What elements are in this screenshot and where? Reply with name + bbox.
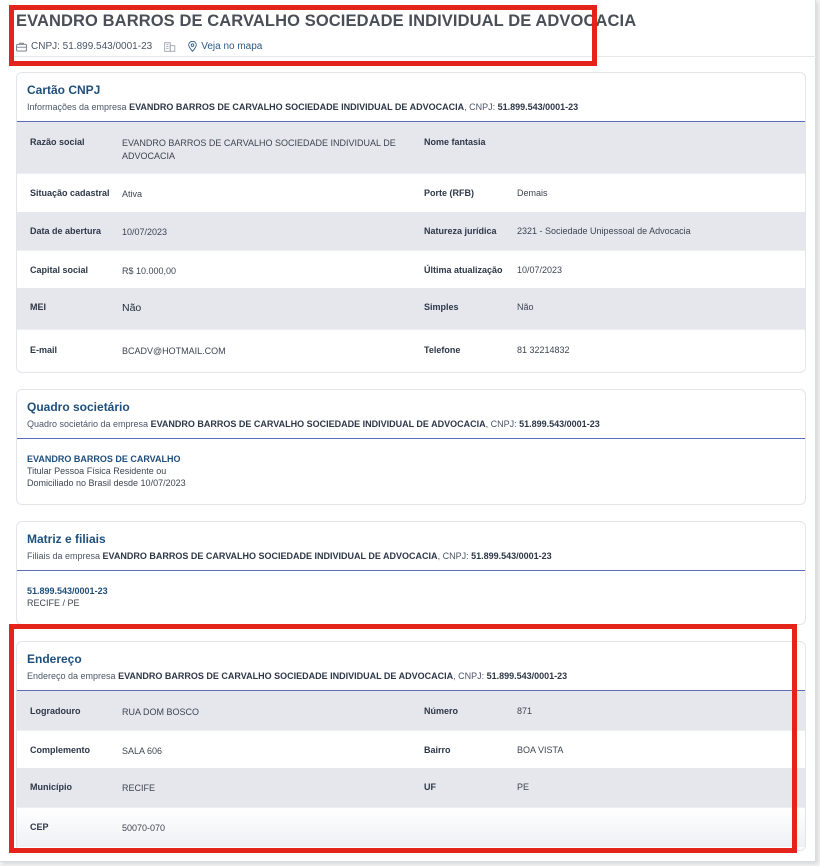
value-razao-social: EVANDRO BARROS DE CARVALHO SOCIEDADE INDIVIDUAL DE ADVOCACIA xyxy=(122,138,396,161)
address-row xyxy=(17,768,805,807)
label-logradouro: Logradouro xyxy=(30,706,81,716)
map-link[interactable] xyxy=(188,41,262,52)
value-ultima-atualizacao: 10/07/2023 xyxy=(517,265,563,275)
value-capital: R$ 10.000,00 xyxy=(122,266,177,276)
cartao-cnpj-header xyxy=(17,73,805,122)
label-simples: Simples xyxy=(424,302,459,312)
map-pin-icon xyxy=(188,41,197,52)
label-razao-social: Razão social xyxy=(30,137,85,147)
info-row xyxy=(17,122,805,173)
matriz-filiais-header xyxy=(17,522,805,571)
value-situacao: Ativa xyxy=(122,189,143,199)
partner-role-line-1: Titular Pessoa Física Residente ou xyxy=(27,466,167,476)
cartao-cnpj-card xyxy=(16,72,806,373)
label-email: E-mail xyxy=(30,345,58,355)
cartao-cnpj-subtitle: Informações da empresa EVANDRO BARROS DE CARVALHO SOCIEDADE INDIVIDUAL DE ADVOCACIA, CNPJ: 51.899.543/0001-23 xyxy=(27,102,579,112)
value-porte: Demais xyxy=(517,188,548,198)
header-divider xyxy=(12,56,816,57)
cartao-cnpj-title: Cartão CNPJ xyxy=(27,83,101,97)
quadro-societario-header xyxy=(17,390,805,439)
matriz-filiais-subtitle: Filiais da empresa EVANDRO BARROS DE CARVALHO SOCIEDADE INDIVIDUAL DE ADVOCACIA, CNPJ: 51.899.543/0001-23 xyxy=(27,551,552,561)
briefcase-icon xyxy=(16,42,27,52)
value-email: BCADV@HOTMAIL.COM xyxy=(122,346,226,356)
info-row xyxy=(17,173,805,212)
matriz-filiais-title: Matriz e filiais xyxy=(27,532,106,546)
branch-item xyxy=(17,571,805,623)
value-telefone: 81 32214832 xyxy=(517,345,570,355)
building-icon xyxy=(164,42,176,52)
info-row xyxy=(17,212,805,250)
label-telefone: Telefone xyxy=(424,345,461,355)
label-municipio: Município xyxy=(30,782,72,792)
branch-city: RECIFE / PE xyxy=(27,598,80,608)
info-row xyxy=(17,329,805,370)
value-municipio: RECIFE xyxy=(122,783,156,793)
address-row xyxy=(17,730,805,768)
value-logradouro: RUA DOM BOSCO xyxy=(122,707,200,717)
company-header xyxy=(16,12,637,52)
label-complemento: Complemento xyxy=(30,745,91,755)
quadro-societario-title: Quadro societário xyxy=(27,400,130,414)
value-mei: Não xyxy=(122,302,142,314)
info-row xyxy=(17,288,805,329)
label-ultima-atualizacao: Última atualização xyxy=(424,265,503,275)
label-data-abertura: Data de abertura xyxy=(30,226,102,236)
label-uf: UF xyxy=(424,782,436,792)
value-complemento: SALA 606 xyxy=(122,746,163,756)
value-cep: 50070-070 xyxy=(122,823,166,833)
map-link-label: Veja no mapa xyxy=(201,41,263,52)
label-natureza: Natureza jurídica xyxy=(424,226,497,236)
quadro-societario-subtitle: Quadro societário da empresa EVANDRO BARROS DE CARVALHO SOCIEDADE INDIVIDUAL DE ADVOCACIA, CNPJ: 51.899.543/0001-23 xyxy=(27,419,600,429)
matriz-filiais-card xyxy=(16,521,806,625)
value-numero: 871 xyxy=(517,706,533,716)
label-nome-fantasia: Nome fantasia xyxy=(424,137,486,147)
value-bairro: BOA VISTA xyxy=(517,745,564,755)
label-porte: Porte (RFB) xyxy=(424,188,474,198)
endereco-subtitle: Endereço da empresa EVANDRO BARROS DE CARVALHO SOCIEDADE INDIVIDUAL DE ADVOCACIA, CNPJ: 51.899.543/0001-23 xyxy=(27,671,568,681)
value-natureza: 2321 - Sociedade Unipessoal de Advocacia xyxy=(517,226,691,236)
info-row xyxy=(17,250,805,288)
endereco-header xyxy=(17,642,805,691)
value-uf: PE xyxy=(517,782,530,792)
label-cep: CEP xyxy=(30,822,49,832)
address-row xyxy=(17,691,805,730)
value-data-abertura: 10/07/2023 xyxy=(122,227,168,237)
cnpj-text: CNPJ: 51.899.543/0001-23 xyxy=(31,41,153,52)
label-mei: MEI xyxy=(30,302,47,312)
address-row xyxy=(17,807,805,847)
label-situacao: Situação cadastral xyxy=(30,188,110,198)
partner-name[interactable]: EVANDRO BARROS DE CARVALHO xyxy=(27,454,181,464)
label-capital: Capital social xyxy=(30,265,89,275)
cnpj-meta xyxy=(16,41,152,52)
label-bairro: Bairro xyxy=(424,745,451,755)
endereco-card xyxy=(16,641,806,851)
label-numero: Número xyxy=(424,706,459,716)
partner-role-line-2: Domiciliado no Brasil desde 10/07/2023 xyxy=(27,478,186,488)
branch-cnpj-link[interactable]: 51.899.543/0001-23 xyxy=(27,586,108,596)
company-meta xyxy=(16,41,596,52)
company-title: EVANDRO BARROS DE CARVALHO SOCIEDADE INDIVIDUAL DE ADVOCACIA xyxy=(16,12,637,30)
value-simples: Não xyxy=(517,302,534,312)
endereco-title: Endereço xyxy=(27,652,82,666)
quadro-societario-card xyxy=(16,389,806,505)
partner-item xyxy=(17,439,805,503)
